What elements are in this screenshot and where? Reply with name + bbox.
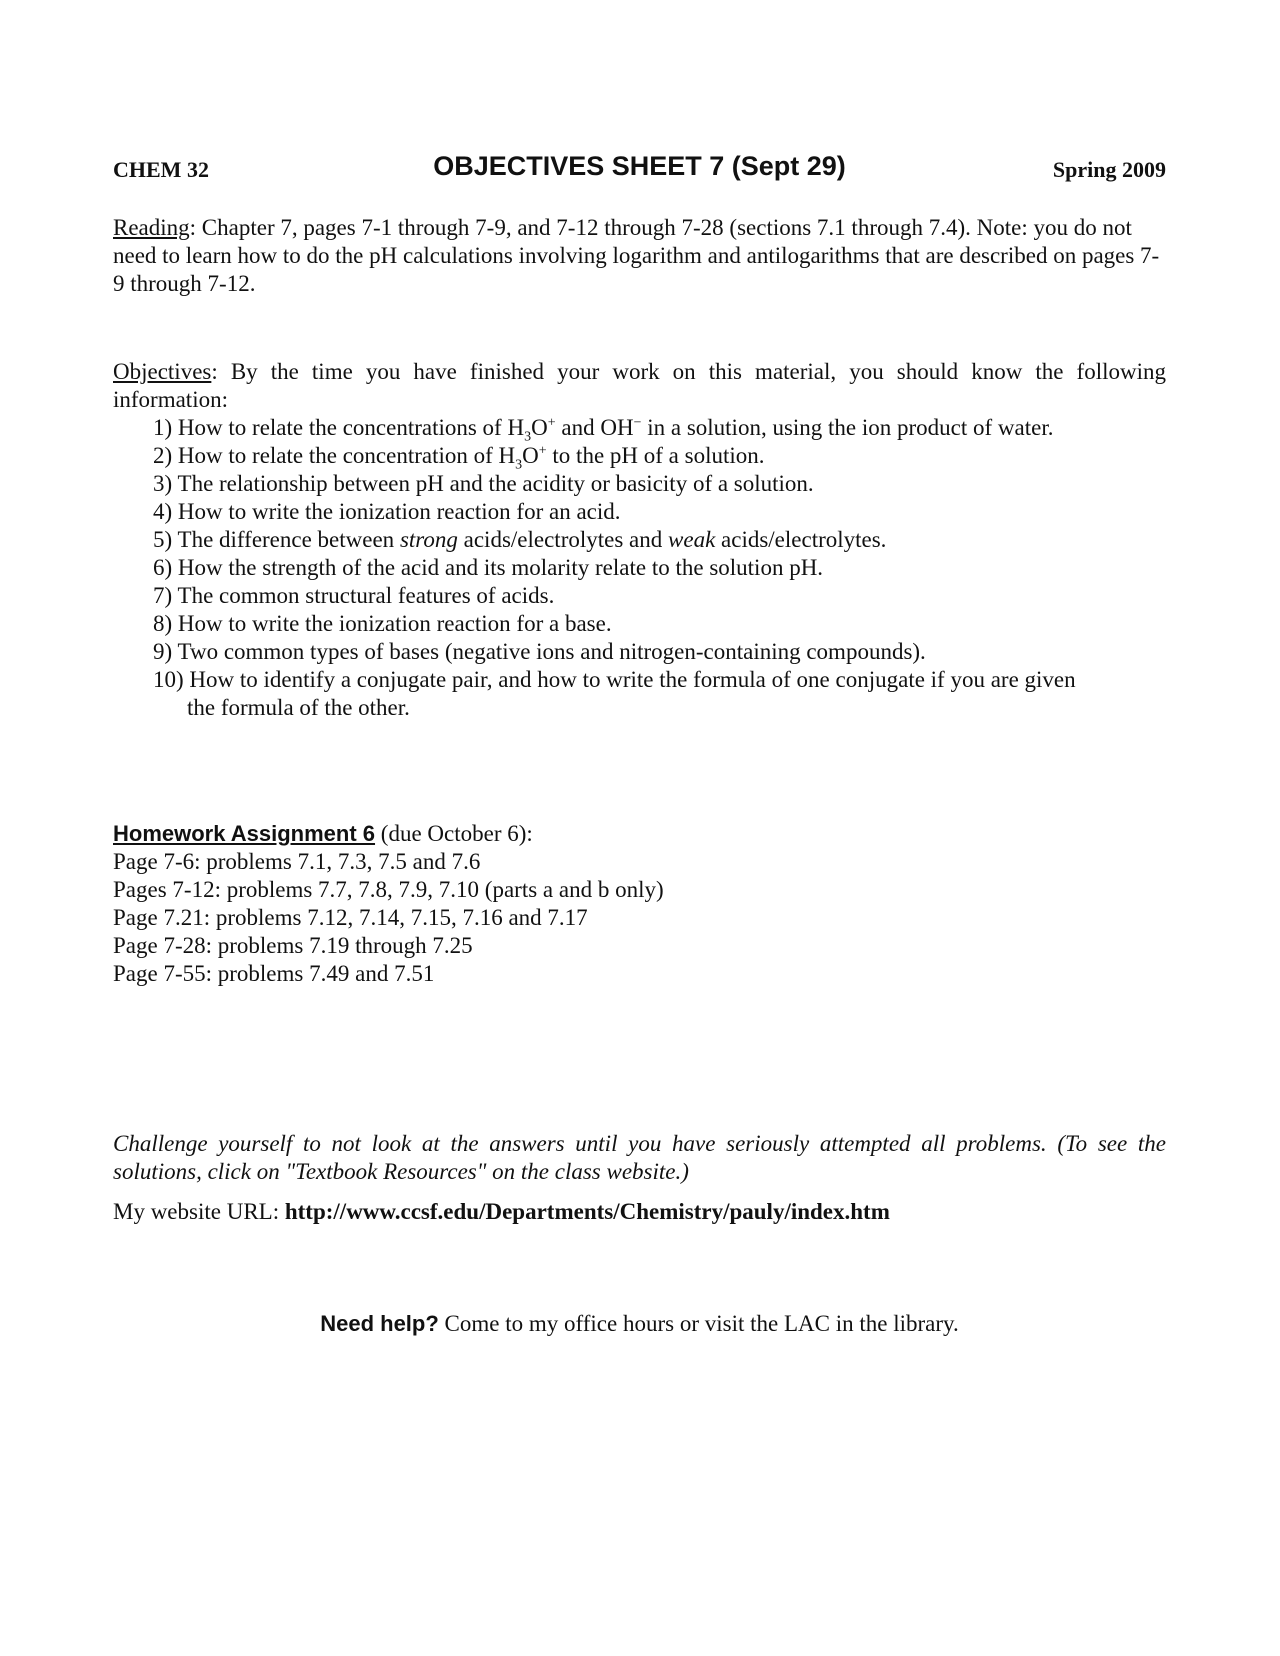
homework-line: Page 7-55: problems 7.49 and 7.51	[113, 961, 435, 986]
list-item: 6) How the strength of the acid and its molarity relate to the solution pH.	[153, 555, 824, 580]
objectives-list	[113, 414, 1166, 722]
list-item: 10) How to identify a conjugate pair, and how to write the formula of one conjugate if you are given the formula of the other.	[153, 667, 1076, 720]
reading-section	[113, 214, 1166, 298]
list-item: 3) The relationship between pH and the acidity or basicity of a solution.	[153, 471, 814, 496]
homework-line: Page 7.21: problems 7.12, 7.14, 7.15, 7.16 and 7.17	[113, 905, 588, 930]
help-line	[113, 1310, 1166, 1338]
objectives-section	[113, 358, 1166, 722]
help-text: Come to my office hours or visit the LAC in the library.	[438, 1311, 959, 1336]
objectives-intro-text: : By the time you have finished your work on this material, you should know the following information:	[113, 359, 1166, 412]
term: Spring 2009	[1052, 157, 1166, 182]
document-page	[113, 0, 1166, 1656]
list-item: 4) How to write the ionization reaction for an acid.	[153, 499, 621, 524]
reading-label: Reading	[113, 215, 190, 240]
course-code: CHEM 32	[113, 157, 209, 182]
list-item: 9) Two common types of bases (negative ions and nitrogen-containing compounds).	[153, 639, 926, 664]
list-item: 2) How to relate the concentration of $H_3O^+$ to the pH of a solution.	[153, 443, 765, 473]
homework-line: Pages 7-12: problems 7.7, 7.8, 7.9, 7.10 (parts a and b only)	[113, 877, 664, 902]
homework-due: (due October 6):	[375, 821, 533, 846]
help-label: Need help?	[320, 1311, 439, 1336]
homework-section	[113, 820, 1166, 988]
homework-line: Page 7-6: problems 7.1, 7.3, 7.5 and 7.6	[113, 849, 481, 874]
challenge-note: Challenge yourself to not look at the answers until you have seriously attempted all problems. (To see the solutions, click on "Textbook Resources" on the class website.)	[113, 1131, 1166, 1184]
reading-text: : Chapter 7, pages 7-1 through 7-9, and 7-12 through 7-28 (sections 7.1 through 7.4). Note: you do not need to learn how to do the pH calculations involving logarithm and antilogarithms that are described on pages 7-9 through 7-12.	[113, 215, 1160, 296]
header	[113, 150, 1166, 190]
list-item: 8) How to write the ionization reaction for a base.	[153, 611, 612, 636]
website-label: My website URL:	[113, 1199, 285, 1224]
website-url[interactable]: http://www.ccsf.edu/Departments/Chemistry/pauly/index.htm	[284, 1199, 890, 1224]
objectives-label: Objectives	[113, 359, 212, 384]
website-line	[113, 1198, 1166, 1226]
objectives-intro	[113, 358, 1166, 414]
homework-line: Page 7-28: problems 7.19 through 7.25	[113, 933, 473, 958]
page-title: OBJECTIVES SHEET 7 (Sept 29)	[433, 151, 846, 181]
list-item: 5) The difference between strong acids/electrolytes and weak acids/electrolytes.	[153, 527, 887, 552]
homework-heading	[113, 820, 1166, 848]
list-item: 7) The common structural features of acids.	[153, 583, 555, 608]
list-item: 1) How to relate the concentrations of $H_3O^+$ and OH− in a solution, using the ion product of water.	[153, 415, 1054, 445]
homework-title: Homework Assignment 6	[113, 821, 376, 846]
